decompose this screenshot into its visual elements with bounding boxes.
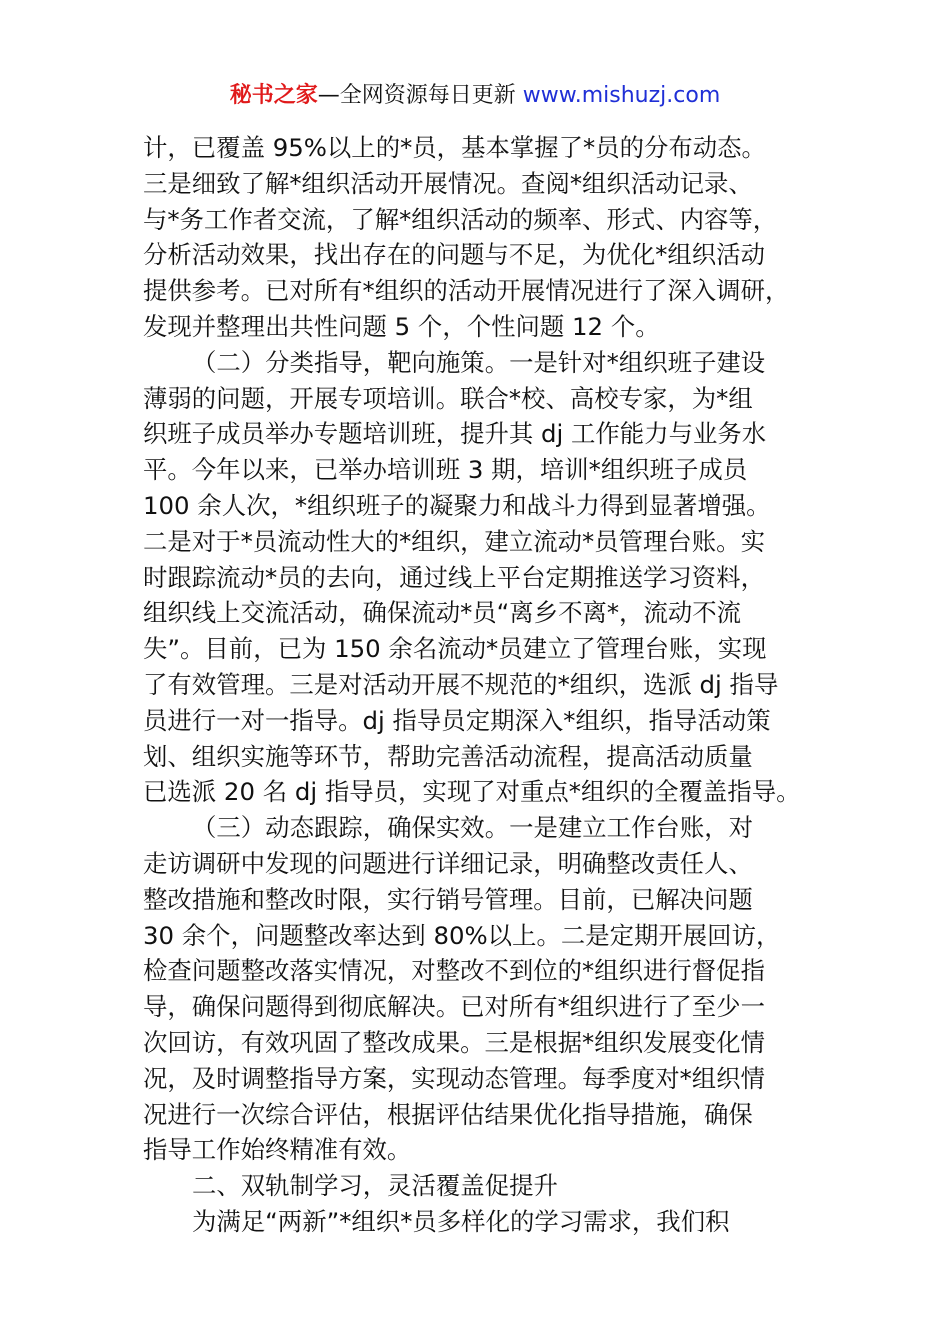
text-line: 二、双轨制学习，灵活覆盖促提升 (192, 1171, 558, 1201)
text-line: 二是对于*员流动性大的*组织，建立流动*员管理台账。实 (143, 526, 765, 556)
text-line: 员进行一对一指导。dj 指导员定期深入*组织，指导活动策 (143, 705, 771, 735)
text-line: 次回访，有效巩固了整改成果。三是根据*组织发展变化情 (143, 1027, 765, 1057)
text-line: 为满足“两新”*组织*员多样化的学习需求，我们积 (192, 1206, 730, 1236)
text-line: 薄弱的问题，开展专项培训。联合*校、高校专家，为*组 (143, 383, 753, 413)
text-line: 指导工作始终精准有效。 (143, 1135, 412, 1165)
text-line: 失”。目前，已为 150 余名流动*员建立了管理台账，实现 (143, 634, 767, 664)
site-tagline: —全网资源每日更新 (317, 83, 516, 108)
text-line: 已选派 20 名 dj 指导员，实现了对重点*组织的全覆盖指导。 (143, 777, 801, 807)
text-line: 100 余人次，*组织班子的凝聚力和战斗力得到显著增强。 (143, 490, 771, 520)
text-line: 发现并整理出共性问题 5 个，个性问题 12 个。 (143, 311, 660, 341)
document-body (143, 130, 811, 1240)
text-line: 分析活动效果，找出存在的问题与不足，为优化*组织活动 (143, 240, 765, 270)
text-line: 时跟踪流动*员的去向，通过线上平台定期推送学习资料， (143, 562, 765, 592)
text-line: 平。今年以来，已举办培训班 3 期，培训*组织班子成员 (143, 455, 748, 485)
text-line: 导，确保问题得到彻底解决。已对所有*组织进行了至少一 (143, 992, 765, 1022)
text-line: 30 余个，问题整改率达到 80%以上。二是定期开展回访， (143, 920, 781, 950)
text-line: 整改措施和整改时限，实行销号管理。目前，已解决问题 (143, 884, 753, 914)
text-line: 织班子成员举办专题培训班，提升其 dj 工作能力与业务水 (143, 419, 767, 449)
text-line: （二）分类指导，靶向施策。一是针对*组织班子建设 (192, 347, 766, 377)
text-line: 组织线上交流活动，确保流动*员“离乡不离*，流动不流 (143, 598, 742, 628)
site-header (0, 80, 950, 112)
site-url-link[interactable]: www.mishuzj.com (522, 83, 721, 108)
text-line: 了有效管理。三是对活动开展不规范的*组织，选派 dj 指导 (143, 669, 779, 699)
text-line: 况，及时调整指导方案，实现动态管理。每季度对*组织情 (143, 1063, 765, 1093)
text-line: 计，已覆盖 95%以上的*员，基本掌握了*员的分布动态。 (143, 133, 766, 162)
text-line: 况进行一次综合评估，根据评估结果优化指导措施，确保 (143, 1099, 753, 1129)
text-line: 三是细致了解*组织活动开展情况。查阅*组织活动记录、 (143, 168, 753, 198)
text-line: 检查问题整改落实情况，对整改不到位的*组织进行督促指 (143, 956, 765, 986)
text-line: 走访调研中发现的问题进行详细记录，明确整改责任人、 (143, 848, 753, 878)
text-line: 与*务工作者交流，了解*组织活动的频率、形式、内容等， (143, 204, 778, 234)
text-line: 提供参考。已对所有*组织的活动开展情况进行了深入调研， (143, 276, 790, 306)
site-brand: 秘书之家 (229, 83, 318, 108)
text-line: （三）动态跟踪，确保实效。一是建立工作台账，对 (192, 813, 753, 843)
text-line: 划、组织实施等环节，帮助完善活动流程，提高活动质量 (143, 741, 753, 771)
